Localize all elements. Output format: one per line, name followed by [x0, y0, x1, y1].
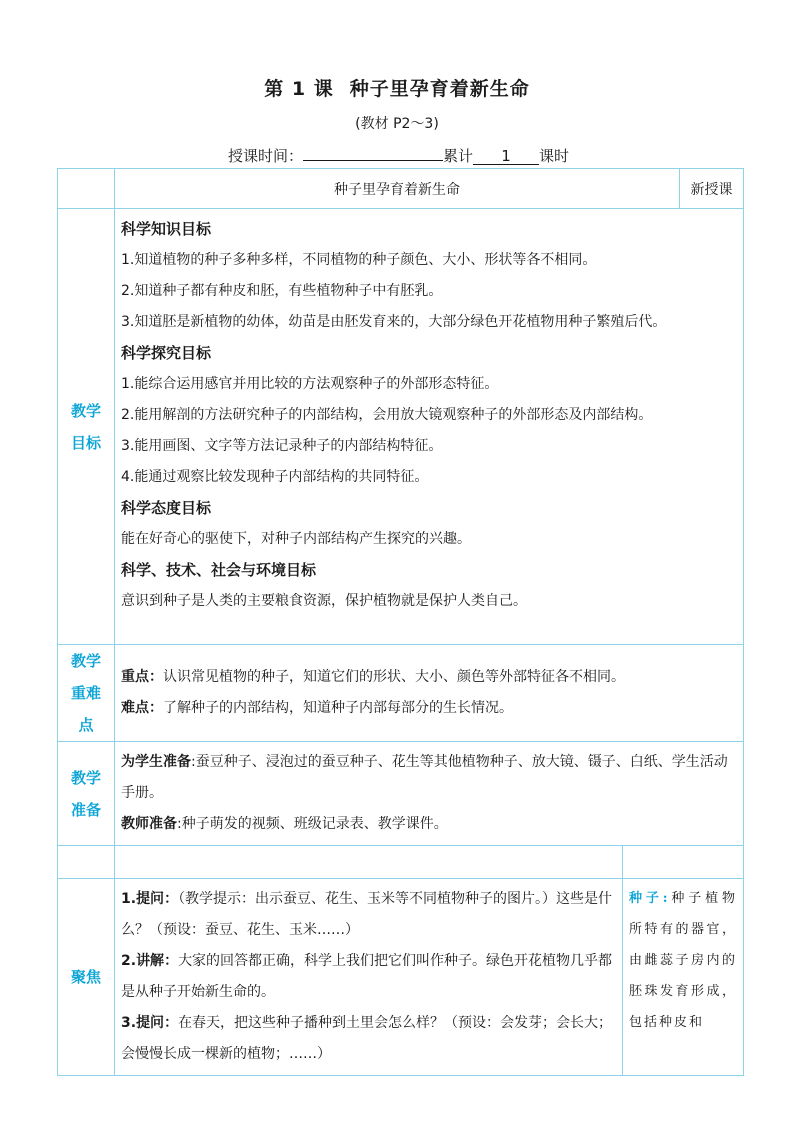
lesson-type-cell: 新授课 [680, 169, 744, 209]
difficulty-point-text: 了解种子的内部结构，知道种子内部每部分的生长情况。 [163, 700, 513, 716]
topic-row-blank [58, 169, 115, 209]
total-label: 累计 [443, 147, 474, 165]
knowledge-goal-1: 1.知道植物的种子多种多样，不同植物的种子颜色、大小、形状等各不相同。 [121, 252, 597, 268]
total-value: 1 [473, 148, 539, 165]
focus-point [121, 662, 737, 693]
student-preparation [121, 747, 737, 809]
difficulty-point [121, 693, 737, 724]
inquiry-goal-2: 2.能用解剖的方法研究种子的内部结构，会用放大镜观察种子的外部形态及内部结构。 [121, 407, 653, 423]
side-note-keyword: 种子: [629, 891, 670, 906]
teacher-preparation [121, 809, 737, 840]
teacher-preparation-label: 教师准备 [121, 816, 177, 832]
sts-goal-heading: 科学、技术、社会与环境目标 [121, 561, 317, 579]
sts-goal: 意识到种子是人类的主要粮食资源，保护植物就是保护人类自己。 [121, 593, 527, 609]
focus-item-1: 1.提问：（教学提示：出示蚕豆、花生、玉米等不同植物种子的图片。）这些是什么？（预设：蚕豆、花生、玉米……） [121, 891, 613, 938]
student-preparation-text: :蚕豆种子、浸泡过的蚕豆种子、花生等其他植物种子、放大镜、镊子、白纸、学生活动手册。 [121, 754, 728, 801]
side-note [623, 879, 744, 1076]
inquiry-goal-3: 3.能用画图、文字等方法记录种子的内部结构特征。 [121, 438, 443, 454]
lesson-number: 第 1 课 [264, 78, 334, 100]
focus-item-2: 2.讲解：大家的回答都正确，科学上我们把它们叫作种子。绿色开花植物几乎都是从种子开始新生命的。 [121, 953, 613, 1000]
teaching-time-line [228, 144, 569, 166]
key-points-row [58, 645, 744, 742]
attitude-goal: 能在好奇心的驱使下，对种子内部结构产生探究的兴趣。 [121, 531, 471, 547]
focus-section-content [115, 879, 623, 1076]
textbook-pages: (教材 P2～3) [355, 116, 439, 132]
difficulty-point-label: 难点： [121, 700, 163, 716]
focus-item-3: 3.提问：在春天，把这些种子播种到土里会怎么样？（预设：会发芽；会长大；会慢慢长成一棵新的植物；……） [121, 1015, 613, 1062]
time-label: 授课时间： [228, 147, 304, 165]
preparation-label: 教学 准备 [58, 742, 115, 846]
key-points-label: 教学 重难 点 [58, 645, 115, 742]
knowledge-goal-3: 3.知道胚是新植物的幼体，幼苗是由胚发育来的，大部分绿色开花植物用种子繁殖后代。 [121, 314, 667, 330]
key-points-content [115, 645, 744, 742]
inquiry-goal-heading: 科学探究目标 [121, 344, 212, 362]
focus-section-label: 聚焦 [58, 879, 115, 1076]
preparation-content [115, 742, 744, 846]
preparation-row [58, 742, 744, 846]
inquiry-goal-1: 1.能综合运用感官并用比较的方法观察种子的外部形态特征。 [121, 376, 499, 392]
topic-cell: 种子里孕育着新生命 [115, 169, 680, 209]
goals-row [58, 209, 744, 645]
goals-label: 教学 目标 [58, 209, 115, 645]
side-note-text: 种子植物所特有的器官，由雌蕊子房内的胚珠发育形成，包括种皮和 [629, 891, 737, 1030]
knowledge-goal-2: 2.知道种子都有种皮和胚，有些植物种子中有胚乳。 [121, 283, 443, 299]
focus-point-label: 重点： [121, 669, 163, 685]
goals-content [115, 209, 744, 645]
unit-label: 课时 [539, 147, 570, 165]
focus-point-text: 认识常见植物的种子，知道它们的形状、大小、颜色等外部特征各不相同。 [163, 669, 625, 685]
page-title [0, 74, 794, 101]
lesson-title: 种子里孕育着新生命 [349, 78, 530, 100]
spacer-row [58, 846, 744, 879]
inquiry-goal-4: 4.能通过观察比较发现种子内部结构的共同特征。 [121, 469, 429, 485]
topic-row [58, 169, 744, 209]
knowledge-goal-heading: 科学知识目标 [121, 220, 212, 238]
time-blank [303, 144, 443, 161]
student-preparation-label: 为学生准备 [121, 754, 191, 770]
focus-section-row [58, 879, 744, 1076]
teacher-preparation-text: :种子萌发的视频、班级记录表、教学课件。 [177, 816, 448, 832]
attitude-goal-heading: 科学态度目标 [121, 499, 212, 517]
lesson-plan-table [57, 168, 744, 1076]
